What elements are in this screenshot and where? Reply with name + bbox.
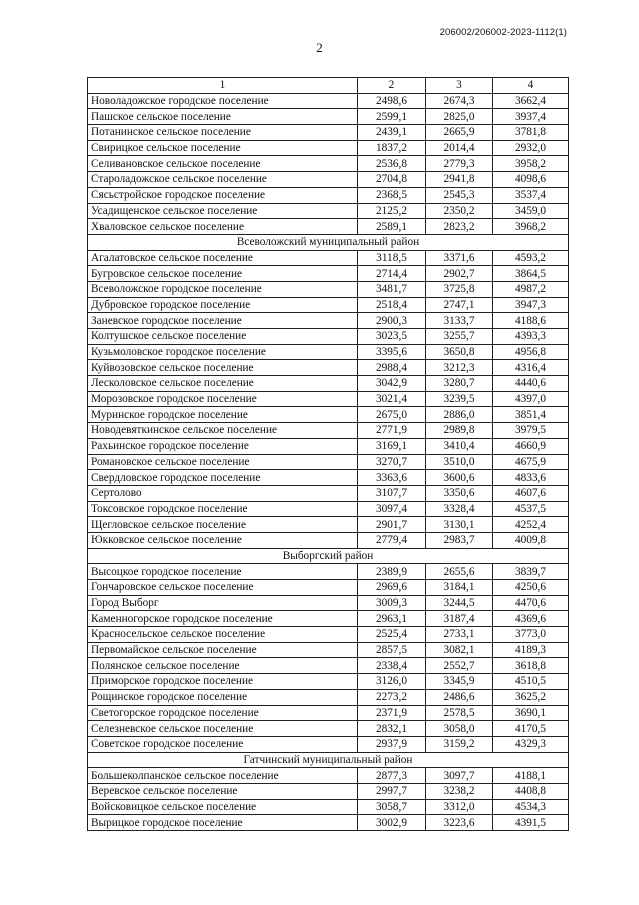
settlement-name: Красносельское сельское поселение <box>88 627 358 643</box>
settlement-name: Новоладожское городское поселение <box>88 93 358 109</box>
value-col-4: 3781,8 <box>493 125 569 141</box>
value-col-4: 4189,3 <box>493 642 569 658</box>
table-row <box>88 736 569 752</box>
settlement-name: Полянское сельское поселение <box>88 658 358 674</box>
settlement-name: Морозовское городское поселение <box>88 391 358 407</box>
settlement-name: Сясьстройское городское поселение <box>88 187 358 203</box>
value-col-4: 3839,7 <box>493 564 569 580</box>
table-row <box>88 799 569 815</box>
value-col-2: 2125,2 <box>358 203 426 219</box>
value-col-2: 2589,1 <box>358 219 426 235</box>
value-col-4: 4987,2 <box>493 281 569 297</box>
settlement-name: Юкковское сельское поселение <box>88 532 358 548</box>
settlement-name: Муринское городское поселение <box>88 407 358 423</box>
table-row <box>88 595 569 611</box>
value-col-2: 2901,7 <box>358 517 426 533</box>
settlement-name: Каменногорское городское поселение <box>88 611 358 627</box>
table-row <box>88 580 569 596</box>
table-row <box>88 140 569 156</box>
table-row <box>88 642 569 658</box>
table-row <box>88 156 569 172</box>
data-table <box>87 77 569 831</box>
table-row <box>88 768 569 784</box>
value-col-2: 2937,9 <box>358 736 426 752</box>
settlement-name: Приморское городское поселение <box>88 674 358 690</box>
value-col-3: 2886,0 <box>426 407 493 423</box>
settlement-name: Свердловское городское поселение <box>88 470 358 486</box>
value-col-2: 2832,1 <box>358 721 426 737</box>
section-header-row <box>88 752 569 768</box>
value-col-2: 3009,3 <box>358 595 426 611</box>
value-col-4: 4391,5 <box>493 815 569 831</box>
settlement-name: Светогорское городское поселение <box>88 705 358 721</box>
column-header-3: 3 <box>426 78 493 94</box>
value-col-4: 3947,3 <box>493 297 569 313</box>
value-col-4: 3537,4 <box>493 187 569 203</box>
table-row <box>88 109 569 125</box>
value-col-2: 3481,7 <box>358 281 426 297</box>
value-col-2: 2498,6 <box>358 93 426 109</box>
settlement-name: Селивановское сельское поселение <box>88 156 358 172</box>
value-col-3: 2545,3 <box>426 187 493 203</box>
value-col-3: 3184,1 <box>426 580 493 596</box>
settlement-name: Колтушское сельское поселение <box>88 329 358 345</box>
value-col-3: 3238,2 <box>426 783 493 799</box>
table-row <box>88 250 569 266</box>
value-col-4: 4393,3 <box>493 329 569 345</box>
value-col-4: 4537,5 <box>493 501 569 517</box>
value-col-4: 3773,0 <box>493 627 569 643</box>
settlement-name: Агалатовское сельское поселение <box>88 250 358 266</box>
table-row <box>88 187 569 203</box>
value-col-2: 2536,8 <box>358 156 426 172</box>
value-col-3: 3510,0 <box>426 454 493 470</box>
value-col-4: 4316,4 <box>493 360 569 376</box>
value-col-3: 2350,2 <box>426 203 493 219</box>
table-row <box>88 454 569 470</box>
value-col-3: 2823,2 <box>426 219 493 235</box>
value-col-4: 4188,6 <box>493 313 569 329</box>
table-row <box>88 627 569 643</box>
value-col-2: 3023,5 <box>358 329 426 345</box>
value-col-3: 3187,4 <box>426 611 493 627</box>
value-col-4: 4675,9 <box>493 454 569 470</box>
table-row <box>88 501 569 517</box>
section-header-row <box>88 548 569 564</box>
table-row <box>88 689 569 705</box>
value-col-2: 2704,8 <box>358 172 426 188</box>
value-col-2: 2389,9 <box>358 564 426 580</box>
value-col-4: 4660,9 <box>493 438 569 454</box>
value-col-2: 3042,9 <box>358 376 426 392</box>
value-col-3: 2665,9 <box>426 125 493 141</box>
value-col-4: 3618,8 <box>493 658 569 674</box>
value-col-3: 3410,4 <box>426 438 493 454</box>
value-col-4: 4440,6 <box>493 376 569 392</box>
value-col-2: 3118,5 <box>358 250 426 266</box>
settlement-name: Куйвозовское сельское поселение <box>88 360 358 376</box>
table-row <box>88 172 569 188</box>
table-row <box>88 438 569 454</box>
value-col-2: 2779,4 <box>358 532 426 548</box>
table-row <box>88 266 569 282</box>
settlement-name: Веревское сельское поселение <box>88 783 358 799</box>
value-col-3: 3725,8 <box>426 281 493 297</box>
value-col-3: 3133,7 <box>426 313 493 329</box>
settlement-name: Новодевяткинское сельское поселение <box>88 423 358 439</box>
value-col-4: 3459,0 <box>493 203 569 219</box>
table-row <box>88 532 569 548</box>
settlement-name: Селезневское сельское поселение <box>88 721 358 737</box>
value-col-4: 4833,6 <box>493 470 569 486</box>
value-col-3: 3159,2 <box>426 736 493 752</box>
value-col-3: 3328,4 <box>426 501 493 517</box>
value-col-3: 3212,3 <box>426 360 493 376</box>
table-row <box>88 297 569 313</box>
table-row <box>88 376 569 392</box>
value-col-3: 2486,6 <box>426 689 493 705</box>
value-col-3: 3097,7 <box>426 768 493 784</box>
settlement-name: Рахьинское городское поселение <box>88 438 358 454</box>
table-row <box>88 674 569 690</box>
value-col-2: 3126,0 <box>358 674 426 690</box>
settlement-name: Всеволожское городское поселение <box>88 281 358 297</box>
settlement-name: Токсовское городское поселение <box>88 501 358 517</box>
table-row <box>88 313 569 329</box>
value-col-2: 2714,4 <box>358 266 426 282</box>
settlement-name: Потанинское сельское поселение <box>88 125 358 141</box>
settlement-name: Усадищенское сельское поселение <box>88 203 358 219</box>
settlement-name: Сертолово <box>88 485 358 501</box>
value-col-2: 1837,2 <box>358 140 426 156</box>
table-row <box>88 611 569 627</box>
table-row <box>88 344 569 360</box>
value-col-2: 2675,0 <box>358 407 426 423</box>
table-row <box>88 407 569 423</box>
value-col-2: 2857,5 <box>358 642 426 658</box>
value-col-2: 3363,6 <box>358 470 426 486</box>
table-row <box>88 93 569 109</box>
table-row <box>88 815 569 831</box>
value-col-4: 4956,8 <box>493 344 569 360</box>
value-col-4: 4252,4 <box>493 517 569 533</box>
settlement-name: Заневское городское поселение <box>88 313 358 329</box>
value-col-4: 3625,2 <box>493 689 569 705</box>
value-col-3: 3082,1 <box>426 642 493 658</box>
table-row <box>88 125 569 141</box>
value-col-4: 4188,1 <box>493 768 569 784</box>
settlement-name: Советское городское поселение <box>88 736 358 752</box>
settlement-name: Рощинское городское поселение <box>88 689 358 705</box>
value-col-2: 3270,7 <box>358 454 426 470</box>
settlement-name: Хваловское сельское поселение <box>88 219 358 235</box>
value-col-2: 2338,4 <box>358 658 426 674</box>
value-col-3: 3280,7 <box>426 376 493 392</box>
value-col-4: 3937,4 <box>493 109 569 125</box>
settlement-name: Свирицкое сельское поселение <box>88 140 358 156</box>
value-col-3: 3058,0 <box>426 721 493 737</box>
table-body <box>88 78 569 831</box>
table-row <box>88 203 569 219</box>
value-col-2: 2771,9 <box>358 423 426 439</box>
settlement-name: Староладожское сельское поселение <box>88 172 358 188</box>
settlement-name: Романовское сельское поселение <box>88 454 358 470</box>
value-col-4: 3690,1 <box>493 705 569 721</box>
settlement-name: Большеколпанское сельское поселение <box>88 768 358 784</box>
value-col-2: 2963,1 <box>358 611 426 627</box>
table-row <box>88 564 569 580</box>
settlement-name: Дубровское городское поселение <box>88 297 358 313</box>
value-col-2: 3002,9 <box>358 815 426 831</box>
value-col-4: 4593,2 <box>493 250 569 266</box>
value-col-3: 2733,1 <box>426 627 493 643</box>
section-title: Выборгский район <box>88 548 569 564</box>
value-col-2: 2518,4 <box>358 297 426 313</box>
table-row <box>88 423 569 439</box>
table-row <box>88 705 569 721</box>
settlement-name: Город Выборг <box>88 595 358 611</box>
table-row <box>88 485 569 501</box>
value-col-4: 2932,0 <box>493 140 569 156</box>
value-col-4: 3979,5 <box>493 423 569 439</box>
value-col-3: 2578,5 <box>426 705 493 721</box>
value-col-3: 3255,7 <box>426 329 493 345</box>
value-col-2: 2371,9 <box>358 705 426 721</box>
value-col-2: 3395,6 <box>358 344 426 360</box>
settlement-name: Пашское сельское поселение <box>88 109 358 125</box>
value-col-2: 2273,2 <box>358 689 426 705</box>
settlement-name: Щегловское сельское поселение <box>88 517 358 533</box>
value-col-4: 3662,4 <box>493 93 569 109</box>
value-col-4: 4098,6 <box>493 172 569 188</box>
settlement-name: Вырицкое городское поселение <box>88 815 358 831</box>
value-col-4: 4329,3 <box>493 736 569 752</box>
value-col-4: 3968,2 <box>493 219 569 235</box>
value-col-3: 3350,6 <box>426 485 493 501</box>
table-row <box>88 783 569 799</box>
settlement-name: Высоцкое городское поселение <box>88 564 358 580</box>
value-col-3: 3244,5 <box>426 595 493 611</box>
column-header-4: 4 <box>493 78 569 94</box>
value-col-3: 2014,4 <box>426 140 493 156</box>
settlement-name: Кузьмоловское городское поселение <box>88 344 358 360</box>
value-col-3: 3312,0 <box>426 799 493 815</box>
table-row <box>88 219 569 235</box>
value-col-3: 2779,3 <box>426 156 493 172</box>
value-col-2: 3169,1 <box>358 438 426 454</box>
value-col-3: 2941,8 <box>426 172 493 188</box>
column-header-1: 1 <box>88 78 358 94</box>
section-title: Гатчинский муниципальный район <box>88 752 569 768</box>
table-row <box>88 329 569 345</box>
value-col-2: 2877,3 <box>358 768 426 784</box>
value-col-4: 4170,5 <box>493 721 569 737</box>
table-row <box>88 517 569 533</box>
table-row <box>88 360 569 376</box>
value-col-3: 3223,6 <box>426 815 493 831</box>
table-header-row <box>88 78 569 94</box>
value-col-4: 4534,3 <box>493 799 569 815</box>
section-header-row <box>88 234 569 250</box>
value-col-4: 4607,6 <box>493 485 569 501</box>
value-col-3: 2902,7 <box>426 266 493 282</box>
table-row <box>88 391 569 407</box>
value-col-3: 3130,1 <box>426 517 493 533</box>
value-col-4: 3958,2 <box>493 156 569 172</box>
value-col-2: 3021,4 <box>358 391 426 407</box>
value-col-2: 3097,4 <box>358 501 426 517</box>
value-col-3: 3345,9 <box>426 674 493 690</box>
value-col-3: 2989,8 <box>426 423 493 439</box>
value-col-4: 4009,8 <box>493 532 569 548</box>
value-col-3: 2552,7 <box>426 658 493 674</box>
value-col-2: 2439,1 <box>358 125 426 141</box>
section-title: Всеволожский муниципальный район <box>88 234 569 250</box>
value-col-2: 2900,3 <box>358 313 426 329</box>
value-col-4: 4397,0 <box>493 391 569 407</box>
settlement-name: Лесколовское сельское поселение <box>88 376 358 392</box>
value-col-2: 2368,5 <box>358 187 426 203</box>
page-number: 2 <box>316 40 323 55</box>
value-col-2: 3107,7 <box>358 485 426 501</box>
value-col-4: 4369,6 <box>493 611 569 627</box>
value-col-3: 2825,0 <box>426 109 493 125</box>
value-col-4: 3851,4 <box>493 407 569 423</box>
table-row <box>88 281 569 297</box>
value-col-3: 2983,7 <box>426 532 493 548</box>
value-col-2: 2525,4 <box>358 627 426 643</box>
document-id: 206002/206002-2023-1112(1) <box>439 27 567 38</box>
value-col-3: 3371,6 <box>426 250 493 266</box>
value-col-4: 4408,8 <box>493 783 569 799</box>
value-col-3: 2674,3 <box>426 93 493 109</box>
table-row <box>88 658 569 674</box>
table-row <box>88 470 569 486</box>
value-col-2: 3058,7 <box>358 799 426 815</box>
settlement-name: Войсковицкое сельское поселение <box>88 799 358 815</box>
settlement-name: Первомайское сельское поселение <box>88 642 358 658</box>
value-col-4: 4250,6 <box>493 580 569 596</box>
value-col-3: 3600,6 <box>426 470 493 486</box>
value-col-3: 2655,6 <box>426 564 493 580</box>
value-col-4: 4470,6 <box>493 595 569 611</box>
settlement-name: Гончаровское сельское поселение <box>88 580 358 596</box>
value-col-3: 2747,1 <box>426 297 493 313</box>
value-col-2: 2969,6 <box>358 580 426 596</box>
settlement-name: Бугровское сельское поселение <box>88 266 358 282</box>
value-col-3: 3650,8 <box>426 344 493 360</box>
value-col-4: 3864,5 <box>493 266 569 282</box>
value-col-2: 2988,4 <box>358 360 426 376</box>
table-row <box>88 721 569 737</box>
value-col-2: 2997,7 <box>358 783 426 799</box>
value-col-3: 3239,5 <box>426 391 493 407</box>
value-col-4: 4510,5 <box>493 674 569 690</box>
value-col-2: 2599,1 <box>358 109 426 125</box>
column-header-2: 2 <box>358 78 426 94</box>
